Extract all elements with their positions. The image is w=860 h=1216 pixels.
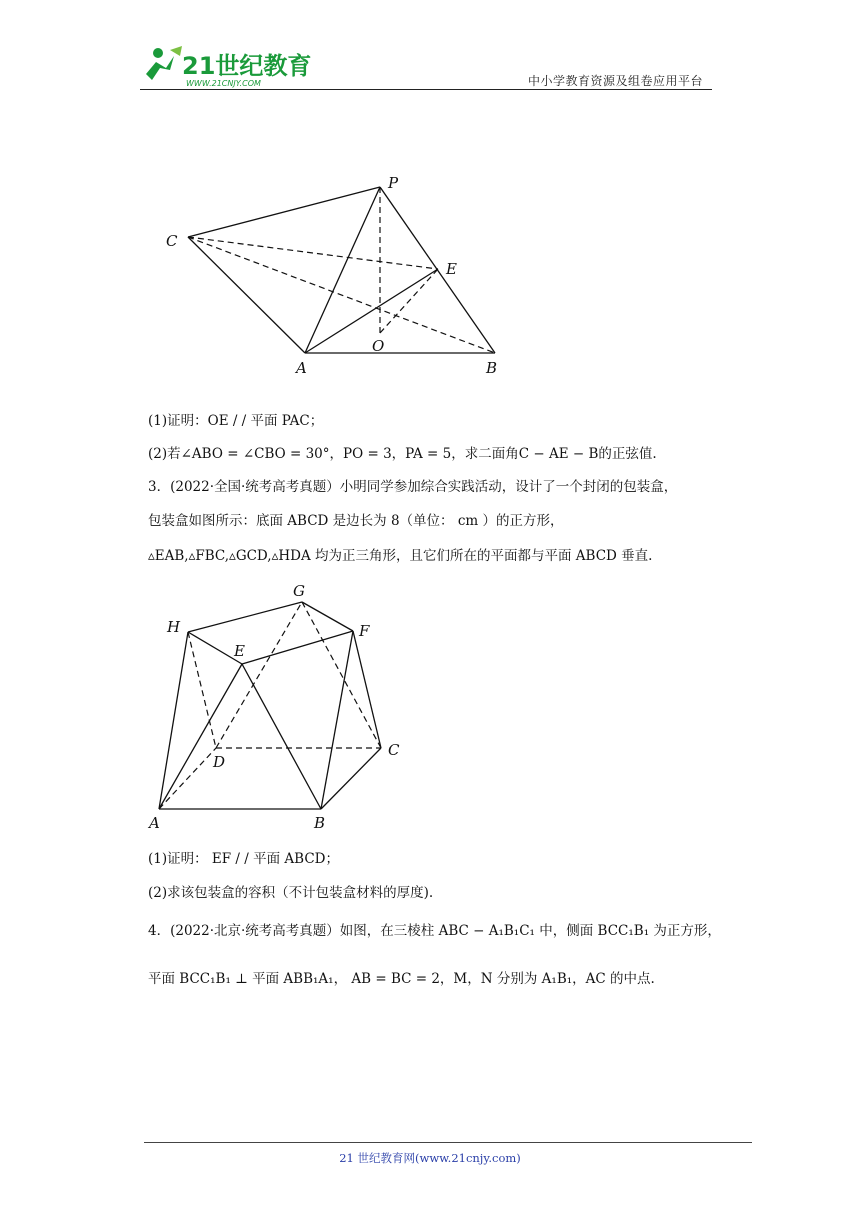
- label-A2: A: [149, 814, 160, 832]
- label-C: C: [166, 232, 178, 250]
- q2-part2: (2)若∠ABO = ∠CBO = 30°，PO = 3，PA = 5，求二面角C − AE − B的正弦值.: [148, 446, 657, 462]
- label-H: H: [167, 618, 181, 636]
- label-C2: C: [388, 741, 400, 759]
- q3-line3: ▵EAB,▵FBC,▵GCD,▵HDA 均为正三角形，且它们所在的平面都与平面 ABCD 垂直.: [148, 548, 653, 564]
- footer-text: 21 世纪教育网(www.21cnjy.com): [339, 1151, 521, 1165]
- q2-part1: (1)证明：OE / / 平面 PAC；: [148, 413, 324, 429]
- header-divider: [140, 89, 712, 90]
- q3-line1: 3．(2022·全国·统考高考真题）小明同学参加综合实践活动，设计了一个封闭的包装盒，: [148, 479, 678, 495]
- logo-text: 21世纪教育: [182, 52, 312, 80]
- label-O: O: [372, 337, 385, 355]
- label-E2: E: [234, 642, 245, 660]
- q4-line1: 4．(2022·北京·统考高考真题）如图，在三棱柱 ABC − A₁B₁C₁ 中，侧面 BCC₁B₁ 为正方形，: [148, 923, 721, 939]
- label-E: E: [446, 260, 457, 278]
- label-B: B: [486, 359, 498, 377]
- q4-line2: 平面 BCC₁B₁ ⊥ 平面 ABB₁A₁， AB = BC = 2，M，N 分别为 A₁B₁，AC 的中点.: [148, 971, 655, 987]
- runner-icon: [146, 46, 182, 80]
- label-B2: B: [314, 814, 326, 832]
- platform-name: 中小学教育资源及组卷应用平台: [528, 74, 704, 88]
- label-F: F: [359, 622, 370, 640]
- q3-part1: (1)证明： EF / / 平面 ABCD；: [148, 851, 339, 867]
- label-D: D: [213, 753, 226, 771]
- figure-package-box: [145, 578, 415, 833]
- footer-divider: [144, 1142, 752, 1143]
- q3-part2: (2)求该包装盒的容积（不计包装盒材料的厚度).: [148, 885, 434, 901]
- label-P: P: [388, 174, 399, 192]
- site-logo: [140, 44, 315, 90]
- label-G: G: [293, 582, 305, 600]
- figure-pyramid: [160, 170, 520, 380]
- q3-line2: 包装盒如图所示：底面 ABCD 是边长为 8（单位： cm ）的正方形，: [148, 513, 564, 529]
- label-A: A: [296, 359, 307, 377]
- logo-url: WWW.21CNJY.COM: [186, 79, 261, 88]
